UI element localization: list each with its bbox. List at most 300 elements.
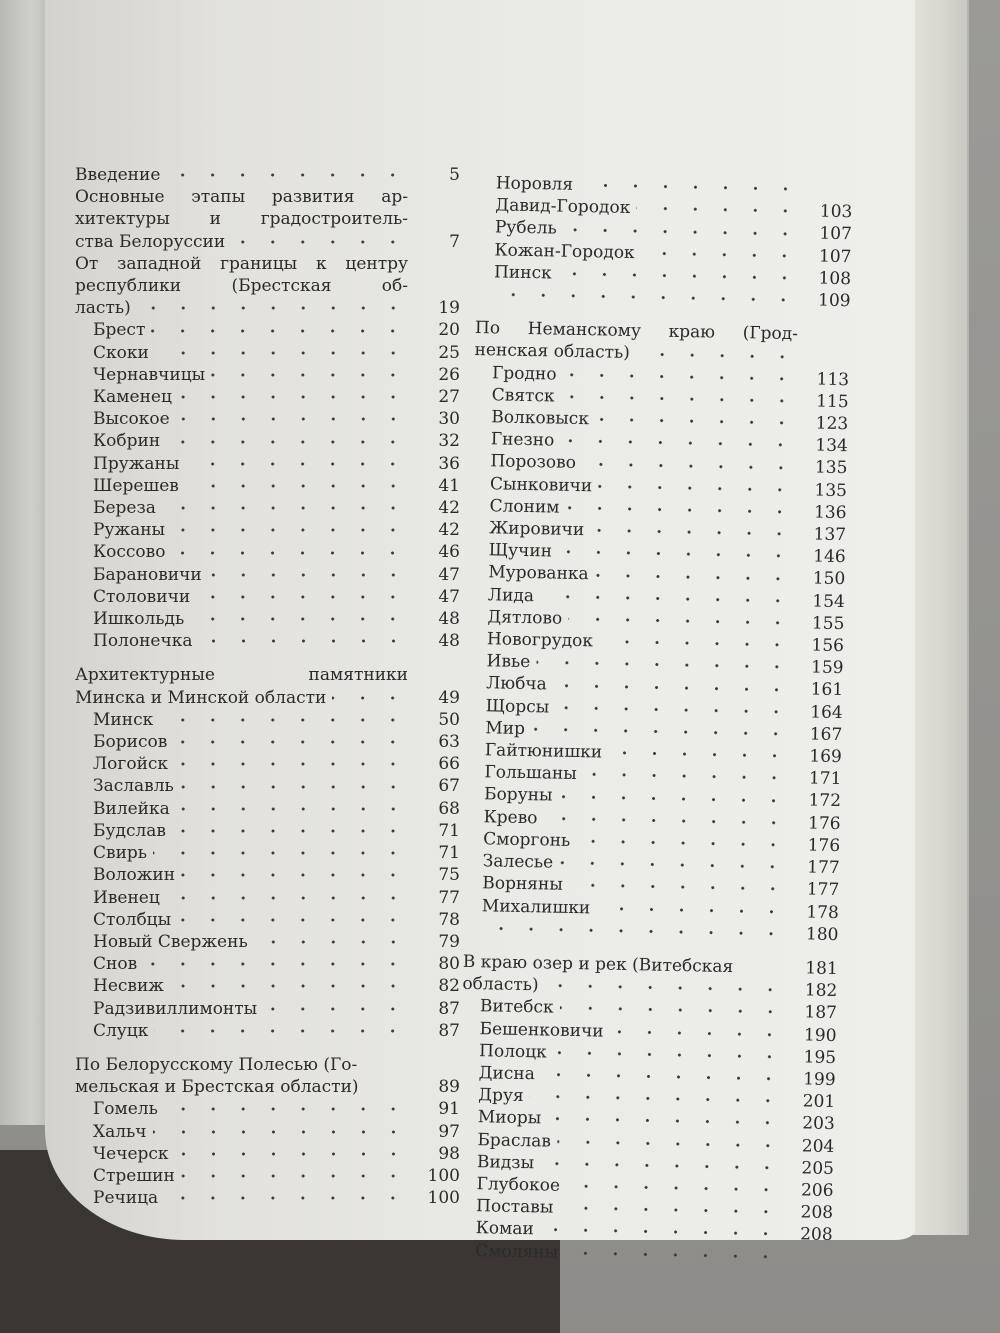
toc-entry-title: Крево [483, 806, 538, 828]
toc-entry-title: Высокое [93, 409, 170, 430]
toc-left-column [75, 164, 460, 1209]
dot-leader [559, 858, 788, 872]
dot-leader [174, 759, 408, 769]
dot-leader [599, 637, 792, 651]
toc-entry-title: Гольшаны [484, 762, 578, 785]
toc-entry-page: 107 [818, 246, 852, 267]
toc-entry-title [463, 917, 487, 940]
toc-entry-title: Слоним [489, 496, 560, 518]
toc-entry-page: 208 [800, 1202, 834, 1224]
toc-entry-title: Любча [485, 673, 547, 695]
toc-entry-title: Гнезно [490, 429, 555, 451]
toc-entry-title: Новогрудок [486, 629, 594, 652]
toc-entry-title: Кожан-Городок [494, 239, 635, 263]
toc-entry-title: Мурованка [488, 562, 589, 585]
toc-entry [75, 864, 460, 886]
toc-entry-page: 177 [806, 879, 840, 901]
toc-entry-title: Минска и Минской области [75, 687, 327, 708]
toc-section-items [475, 172, 852, 312]
toc-entry [75, 630, 460, 652]
dot-leader [536, 658, 791, 673]
toc-section-items [463, 362, 849, 946]
toc-entry-title: ненская область) [474, 340, 631, 364]
toc-entry-title: Вилейка [93, 798, 170, 819]
dot-leader [558, 547, 794, 562]
toc-entry-title: Давид-Городок [495, 195, 631, 219]
toc-entry [75, 887, 460, 909]
dot-leader [595, 414, 797, 428]
toc-entry-page: 190 [803, 1024, 837, 1046]
dot-leader [176, 414, 408, 424]
dot-leader [211, 370, 408, 380]
dot-leader [568, 614, 792, 628]
toc-entry-title: Мир [485, 718, 526, 739]
facing-page-edge [0, 0, 45, 1125]
dot-leader [199, 636, 409, 646]
dot-leader [557, 1136, 783, 1150]
dot-leader [540, 1158, 782, 1173]
toc-entry-page: 100 [427, 1165, 460, 1186]
toc-entry-title: Ивенец [93, 887, 160, 908]
toc-section-items [457, 995, 837, 1269]
dot-leader [579, 180, 801, 194]
toc-section-items [75, 1098, 460, 1209]
toc-entry-page: 25 [438, 342, 460, 363]
toc-entry-page: 87 [438, 998, 460, 1019]
toc-entry-title: Святск [491, 385, 555, 407]
dot-leader [155, 348, 408, 358]
dot-leader [553, 1047, 784, 1061]
dot-leader [636, 203, 800, 216]
dot-leader [181, 1171, 408, 1181]
dot-leader [563, 224, 800, 239]
toc-entry [75, 319, 460, 341]
toc-entry-page: 103 [819, 201, 853, 223]
toc-heading-last [75, 1076, 460, 1098]
dot-leader [177, 915, 408, 925]
toc-entry-page: 161 [810, 679, 844, 701]
dot-leader [558, 791, 789, 805]
toc-entry-title: ства Белоруссии [75, 231, 226, 252]
toc-entry-title: Скоки [93, 342, 149, 363]
toc-entry-page: 68 [438, 798, 460, 819]
toc-entry-page: 48 [438, 609, 460, 630]
toc-heading-line: По Неманскому краю (Грод- [474, 318, 799, 345]
dot-leader [190, 614, 408, 624]
dot-leader [196, 592, 408, 602]
toc-entry [75, 909, 460, 931]
dot-leader [541, 1069, 784, 1084]
toc-entry [75, 430, 460, 452]
toc-entry-page: 115 [816, 391, 849, 412]
toc-heading-last [75, 687, 460, 709]
toc-entry-title: Браслав [477, 1129, 552, 1152]
toc-entry-title: Введение [75, 165, 161, 185]
toc-entry-page: 107 [819, 223, 853, 245]
toc-entry-title: Снов [93, 954, 138, 975]
dot-leader [208, 570, 408, 580]
dot-leader [569, 880, 788, 894]
dot-leader [566, 1181, 782, 1195]
toc-entry-title: Ворняны [482, 873, 564, 896]
toc-entry-page: 154 [812, 591, 846, 612]
toc-entry-title: Коссово [93, 542, 166, 563]
toc-entry-page: 20 [438, 320, 460, 341]
toc-entry-title: Бешенковичи [479, 1018, 604, 1042]
toc-entry [75, 519, 460, 541]
toc-entry-title: Ивье [486, 651, 531, 673]
toc-entry-title: Свирь [93, 843, 148, 864]
toc-entry-title [475, 283, 499, 306]
dot-leader [560, 1003, 785, 1017]
toc-entry [75, 753, 460, 775]
toc-entry-page: 91 [438, 1099, 460, 1120]
toc-entry-page: 97 [438, 1121, 460, 1142]
toc-heading-line: Основные этапы развития ар- [75, 187, 408, 208]
toc-entry-title: Логойск [93, 754, 169, 775]
dot-leader [185, 459, 408, 469]
toc-entry-page: 137 [813, 524, 847, 546]
dot-leader [555, 702, 791, 717]
dot-leader [545, 981, 786, 996]
toc-entry-title: Порозово [490, 451, 577, 474]
toc-entry-title: Речица [93, 1188, 159, 1209]
toc-heading-line: республики (Брестская об- [75, 276, 408, 297]
toc-entry-page: 195 [803, 1047, 837, 1068]
dot-leader [175, 1149, 408, 1159]
toc-entry-page: 113 [816, 369, 850, 390]
dot-leader [173, 737, 408, 747]
toc-entry-page: 47 [438, 586, 460, 607]
toc-entry-title: Друя [478, 1085, 524, 1107]
toc-entry-page: 205 [801, 1158, 835, 1179]
toc-entry-page: 159 [810, 657, 844, 679]
toc-entry-page: 46 [438, 542, 460, 563]
toc-entry [75, 931, 460, 953]
toc-entry [75, 586, 460, 608]
toc-entry-page: 30 [438, 409, 460, 430]
toc-entry-page: 181 [805, 958, 838, 979]
toc-section-items [75, 319, 460, 652]
toc-entry-title: Борисов [93, 732, 168, 753]
toc-entry-page: 100 [427, 1188, 460, 1209]
dot-leader [178, 392, 408, 402]
dot-leader [505, 290, 799, 306]
toc-entry-title: Сморгонь [483, 829, 571, 851]
toc-entry [75, 408, 460, 430]
toc-entry [75, 497, 460, 519]
toc-entry [75, 342, 460, 364]
dot-leader [564, 1247, 780, 1261]
dot-leader [231, 237, 408, 247]
toc-entry-title: Хальч [93, 1121, 147, 1142]
toc-entry-title: Новый Свержень [93, 931, 248, 952]
dot-leader [137, 303, 408, 313]
dot-leader [181, 870, 408, 880]
toc-entry-page: 78 [438, 909, 460, 930]
dot-leader [162, 503, 408, 513]
toc-entry-title: Глубокое [476, 1174, 561, 1196]
toc-entry-page: 176 [807, 813, 841, 834]
toc-entry-page: 42 [438, 498, 460, 519]
toc-entry-page: 135 [814, 480, 848, 501]
dot-leader [641, 248, 800, 261]
toc-entry-title: Полонечка [93, 631, 193, 652]
toc-entry-page: 171 [808, 768, 842, 790]
toc-entry-page: 156 [811, 635, 845, 657]
dot-leader [562, 369, 797, 384]
toc-entry-page: 49 [438, 687, 460, 708]
toc-entry-title: Видзы [476, 1151, 535, 1173]
toc-entry-title: мельская и Брестская области) [75, 1077, 359, 1098]
toc-entry-title: Рубель [494, 217, 557, 239]
dot-leader [553, 680, 792, 695]
dot-leader [143, 959, 408, 969]
toc-entry [75, 1165, 460, 1187]
toc-entry-title: Гродно [491, 362, 557, 385]
toc-entry-title: Чернавчицы [93, 364, 206, 385]
toc-heading-line: Архитектурные памятники [75, 665, 408, 686]
toc-entry [75, 1020, 460, 1042]
toc-entry-title: область) [462, 973, 539, 996]
toc-entry-title: В краю озер и рек (Витебская [462, 951, 734, 977]
toc-entry-title: Поставы [475, 1196, 554, 1218]
toc-entry-page: 50 [438, 709, 460, 730]
toc-entry-page: 164 [810, 702, 843, 723]
toc-entry-page: 167 [809, 724, 843, 745]
dot-leader [560, 392, 796, 407]
dot-leader [153, 1127, 408, 1137]
toc-entry-page: 208 [800, 1224, 833, 1246]
toc-entry [75, 731, 460, 753]
dot-leader [365, 1082, 408, 1092]
toc-entry-page: 172 [808, 790, 842, 812]
toc-entry-title: Ружаны [93, 520, 166, 541]
dot-leader [151, 326, 408, 336]
dot-leader [739, 962, 786, 973]
dot-leader [166, 893, 408, 903]
dot-leader [170, 981, 408, 991]
toc-entry-title: Сынковичи [489, 473, 593, 496]
toc-entry-title: Будслав [93, 820, 166, 841]
toc-entry-title: Гайтюнишки [484, 740, 603, 763]
dot-leader [576, 836, 788, 850]
toc-entry-title: Воложин [93, 865, 176, 886]
toc-entry-title: Столовичи [93, 586, 191, 607]
dot-leader [543, 813, 788, 828]
toc-entry-title: Столбцы [93, 909, 172, 930]
toc-entry-page: 203 [802, 1113, 835, 1135]
toc-entry-page: 42 [438, 520, 460, 541]
dot-leader [172, 826, 408, 836]
toc-entry-title: Витебск [479, 996, 554, 1018]
toc-entry [75, 798, 460, 820]
toc-entry-page: 67 [438, 776, 460, 797]
toc-entry-title: ласть) [75, 298, 131, 319]
toc-entry-page: 155 [811, 613, 845, 634]
toc-heading-line: От западной границы к центру [75, 253, 408, 274]
toc-entry-page: 77 [438, 887, 460, 908]
toc-section-items [75, 709, 460, 1042]
toc-entry-title: Дисна [478, 1063, 536, 1085]
toc-entry-page: 66 [438, 754, 460, 775]
toc-entry-title: Слуцк [93, 1020, 149, 1041]
toc-entry-page: 146 [813, 546, 846, 568]
toc-entry-page: 201 [802, 1091, 836, 1113]
toc-entry-page: 178 [806, 901, 840, 923]
toc-entry-page: 169 [809, 746, 843, 768]
toc-entry-page: 136 [813, 502, 847, 523]
toc-entry-page: 204 [801, 1135, 835, 1157]
toc-entry-title: Волковыск [491, 407, 590, 430]
dot-leader [263, 1004, 408, 1014]
toc-entry-page: 71 [438, 820, 460, 841]
toc-entry [75, 842, 460, 864]
toc-heading-line: хитектуры и градостроитель- [75, 209, 408, 230]
toc-entry-title: Полоцк [478, 1040, 547, 1063]
toc-entry-page: 123 [815, 413, 849, 435]
toc-entry-title: Брест [93, 320, 146, 341]
dot-leader [171, 525, 408, 535]
toc-entry-page: 75 [438, 865, 460, 886]
toc-entry-page: 108 [818, 268, 852, 289]
toc-entry-title: Пинск [493, 262, 552, 284]
toc-entry [75, 453, 460, 475]
toc-entry-title: Шерешев [93, 475, 179, 496]
toc-entry-page: 80 [438, 954, 460, 975]
dot-leader [171, 548, 408, 558]
toc-entry-title: Каменец [93, 387, 172, 408]
toc-entry-title: Радзивиллимонты [93, 998, 258, 1019]
toc-entry [75, 820, 460, 842]
toc-entry [75, 775, 460, 797]
toc-entry-page: 206 [800, 1180, 834, 1201]
dot-leader [598, 481, 795, 495]
toc-entry [75, 1121, 460, 1143]
toc-entry-page: 150 [812, 568, 846, 590]
dot-leader [558, 268, 800, 283]
toc-entry-page: 5 [449, 165, 460, 185]
toc-entry-page: 32 [438, 431, 460, 452]
toc-entry-title: Пружаны [93, 453, 180, 474]
toc-entry-title: Барановичи [93, 564, 202, 585]
toc-entry [75, 608, 460, 630]
toc-entry-page: 47 [438, 564, 460, 585]
dot-leader [540, 1225, 781, 1240]
dot-leader [166, 170, 408, 180]
toc-entry [75, 1187, 460, 1209]
dot-leader [154, 1026, 408, 1036]
dot-leader [559, 1203, 781, 1217]
dot-leader [164, 1104, 408, 1114]
dot-leader [176, 804, 408, 814]
toc-entry [75, 475, 460, 497]
toc-entry-page: 48 [438, 631, 460, 652]
toc-entry [75, 564, 460, 586]
toc-entry-page: 7 [449, 231, 460, 252]
dot-leader [493, 923, 787, 939]
toc-entry-title: Залесье [482, 851, 554, 873]
dot-leader [164, 1193, 408, 1203]
toc-entry-title: Лида [487, 584, 535, 606]
toc-entry-title: Комаи [475, 1218, 534, 1240]
dot-leader [180, 782, 408, 792]
toc-entry-page: 109 [817, 290, 851, 312]
toc-entry [75, 709, 460, 731]
toc-entry-page: 98 [438, 1143, 460, 1164]
toc-entry-page: 87 [438, 1020, 460, 1041]
toc-entry-intro [75, 164, 460, 186]
toc-entry-page: 71 [438, 843, 460, 864]
dot-leader [583, 769, 790, 783]
dot-leader [530, 1091, 784, 1106]
toc-entry-page: 26 [438, 364, 460, 385]
toc-entry-page: 199 [802, 1069, 836, 1090]
toc-entry [75, 1143, 460, 1165]
toc-entry-title: Боруны [483, 784, 553, 807]
toc-entry-page: 79 [438, 931, 460, 952]
toc-entry-page: 41 [438, 475, 460, 496]
dot-leader [595, 570, 794, 584]
toc-entry-page: 36 [438, 453, 460, 474]
toc-heading-last [75, 231, 460, 253]
dot-leader [254, 937, 408, 947]
toc-entry-title: Чечерск [93, 1143, 169, 1164]
toc-entry-page: 89 [438, 1077, 460, 1098]
toc-entry-page: 134 [815, 435, 848, 457]
toc-entry-title: Береза [93, 498, 156, 519]
toc-entry [75, 386, 460, 408]
dot-leader [610, 1026, 785, 1039]
toc-entry-title: Миоры [477, 1107, 542, 1129]
toc-heading-last [75, 297, 460, 319]
dot-leader [582, 459, 796, 473]
toc-entry-page: 27 [438, 387, 460, 408]
dot-leader [185, 481, 408, 491]
dot-leader [636, 349, 798, 362]
toc-entry [75, 998, 460, 1020]
toc-entry-title: Кобрин [93, 431, 161, 452]
toc-entry-title: Ишкольдь [93, 609, 185, 630]
toc-right-column [457, 172, 853, 1269]
toc-entry-page: 19 [438, 298, 460, 319]
toc-entry [75, 1098, 460, 1120]
dot-leader [590, 525, 794, 539]
toc-entry-page: 82 [438, 976, 460, 997]
toc-entry-page: 180 [805, 924, 839, 945]
toc-entry-page: 63 [438, 732, 460, 753]
toc-entry-title: Дятлово [487, 607, 563, 629]
toc-entry-page: 187 [804, 1002, 838, 1024]
dot-leader [547, 1114, 783, 1129]
toc-entry-title: Щорсы [485, 695, 550, 718]
toc-entry-page: 135 [814, 457, 848, 479]
dot-leader [159, 715, 408, 725]
toc-entry [75, 364, 460, 386]
dot-leader [153, 848, 408, 858]
toc-entry-title: Жировичи [488, 518, 585, 541]
toc-entry-title: Гомель [93, 1099, 158, 1120]
toc-entry-title: Норовля [495, 173, 574, 195]
toc-entry-title: Щучин [488, 540, 553, 562]
toc-entry-title: Михалишки [481, 895, 591, 918]
toc-entry-page: 176 [807, 835, 841, 856]
toc-entry-title: Заславль [93, 776, 174, 797]
dot-leader [531, 724, 791, 739]
dot-leader [565, 503, 794, 517]
dot-leader [166, 437, 408, 447]
toc-entry-title: Несвиж [93, 976, 164, 997]
